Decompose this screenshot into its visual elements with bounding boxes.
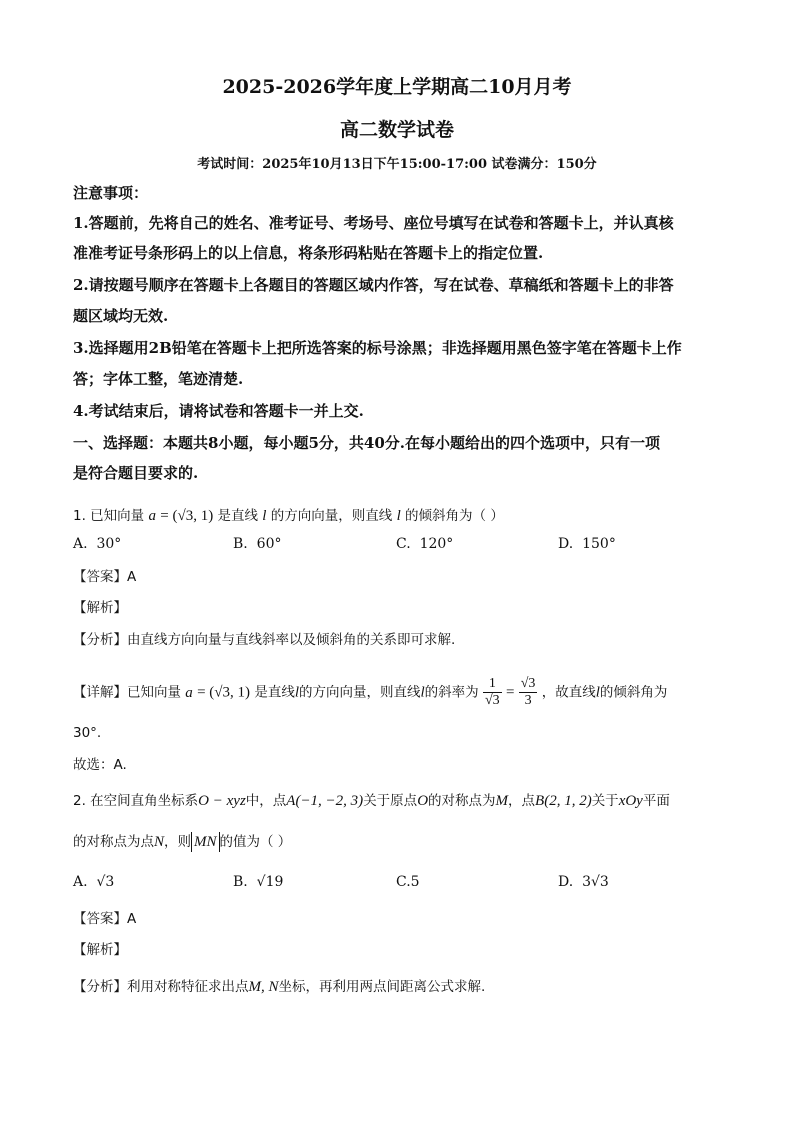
q2-option-c: C.5 [396,874,420,890]
fraction-1: $\frac{1}{√3}$ [484,676,500,708]
q2-answer: 【答案】A [73,911,137,927]
page-subtitle: 高二数学试卷 [339,119,454,141]
q1-detail: 【详解】已知向量 a = (√3, 1) 是直线l的方向向量，则直线l的斜率为 $\frac{1}{√3}$ = $\frac{√3}{3}$ ，故直线l的倾斜角为 [73,676,668,708]
q1-analysis-tag: 【解析】 [73,600,127,616]
q2-analysis-tag: 【解析】 [73,942,127,958]
q1-choose: 故选：A. [73,757,127,773]
question-2: 2. 在空间直角坐标系O − xyz中，点A(−1, −2, 3)关于原点O的对称点为M，点B(2, 1, 2)关于xOy平面 [73,793,670,809]
notice-item: 4.考试结束后，请将试卷和答题卡一并上交. [73,402,364,420]
notice-item: 答；字体工整，笔迹清楚. [73,370,244,388]
q2-option-b: B. √19 [233,874,284,890]
page-title: 2025-2026学年度上学期高二10月月考 [222,76,572,98]
mn-magnitude: MN [191,832,220,852]
notice-item: 1.答题前，先将自己的姓名、准考证号、考场号、座位号填写在试卷和答题卡上，并认真核 [73,214,674,232]
section-heading: 一、选择题：本题共8小题，每小题5分，共40分.在每小题给出的四个选项中，只有一项 [73,434,660,452]
q1-fenxi: 【分析】由直线方向向量与直线斜率以及倾斜角的关系即可求解. [73,632,456,648]
q1-answer: 【答案】A [73,569,137,585]
notice-item: 2.请按题号顺序在答题卡上各题目的答题区域内作答，写在试卷、草稿纸和答题卡上的非答 [73,276,674,294]
question-1: 1. 已知向量 a = (√3, 1) 是直线 l 的方向向量，则直线 l 的倾斜角为（ ） [73,508,504,524]
vector-value: = (√3, 1) [160,508,214,524]
q2-option-d: D. 3√3 [558,874,609,890]
notice-item: 准准考证号条形码上的以上信息，将条形码粘贴在答题卡上的指定位置. [73,244,544,262]
q1-option-a: A. 30° [73,536,122,552]
notice-item: 3.选择题用2B铅笔在答题卡上把所选答案的标号涂黑；非选择题用黑色签字笔在答题卡上作 [73,339,682,357]
notice-item: 题区域均无效. [73,307,169,325]
q1-option-c: C. 120° [396,536,454,552]
q1-prefix: 1. 已知向量 [73,508,145,524]
section-heading-cont: 是符合题目要求的. [73,464,199,482]
q2-fenxi: 【分析】利用对称特征求出点M, N坐标，再利用两点间距离公式求解. [73,979,486,995]
q1-detail-result: 30°. [73,725,102,741]
notice-heading: 注意事项： [73,184,149,202]
q2-option-a: A. √3 [73,874,115,890]
fraction-2: $\frac{√3}{3}$ [520,676,536,708]
exam-info: 考试时间：2025年10月13日下午15:00-17:00 试卷满分：150分 [197,157,597,172]
q1-option-b: B. 60° [233,536,282,552]
q1-option-d: D. 150° [558,536,616,552]
question-2-cont: 的对称点为点N，则 MN 的值为（ ） [73,834,292,850]
vector-a: a [148,508,156,524]
